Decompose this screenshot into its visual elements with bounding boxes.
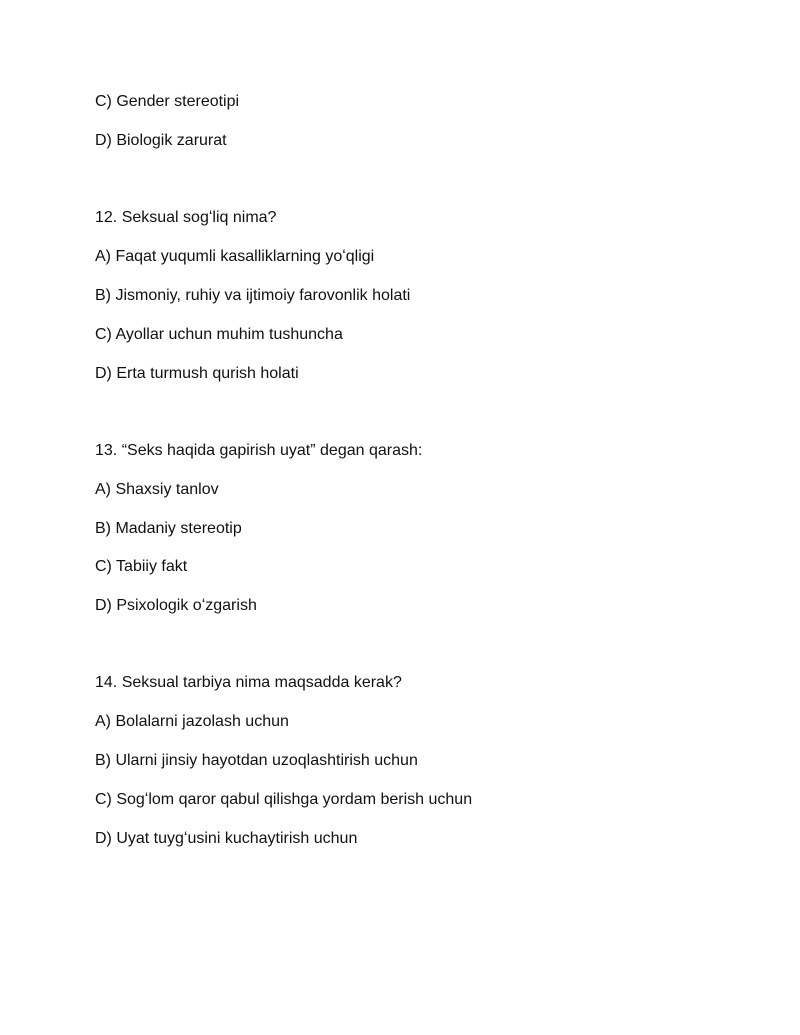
option-a-q13: A) Shaxsiy tanlov [95, 481, 219, 498]
question-12: 12. Seksual sogʻliq nima? [95, 209, 277, 226]
option-c-q11: C) Gender stereotipi [95, 93, 240, 110]
option-d-q14: D) Uyat tuygʻusini kuchaytirish uchun [95, 830, 358, 847]
option-a-q12: A) Faqat yuqumli kasalliklarning yoʻqligi [95, 248, 375, 265]
option-d-q12: D) Erta turmush qurish holati [95, 365, 299, 382]
option-c-q14: C) Sogʻlom qaror qabul qilishga yordam berish uchun [95, 791, 473, 808]
option-a-q14: A) Bolalarni jazolash uchun [95, 713, 289, 730]
question-13: 13. “Seks haqida gapirish uyat” degan qarash: [95, 442, 423, 459]
option-d-q11: D) Biologik zarurat [95, 132, 227, 149]
option-b-q14: B) Ularni jinsiy hayotdan uzoqlashtirish uchun [95, 752, 418, 769]
question-14: 14. Seksual tarbiya nima maqsadda kerak? [95, 674, 402, 691]
option-c-q13: C) Tabiiy fakt [95, 558, 188, 575]
option-b-q13: B) Madaniy stereotip [95, 520, 242, 537]
option-b-q12: B) Jismoniy, ruhiy va ijtimoiy farovonlik holati [95, 287, 411, 304]
option-d-q13: D) Psixologik oʻzgarish [95, 597, 257, 614]
option-c-q12: C) Ayollar uchun muhim tushuncha [95, 326, 343, 343]
